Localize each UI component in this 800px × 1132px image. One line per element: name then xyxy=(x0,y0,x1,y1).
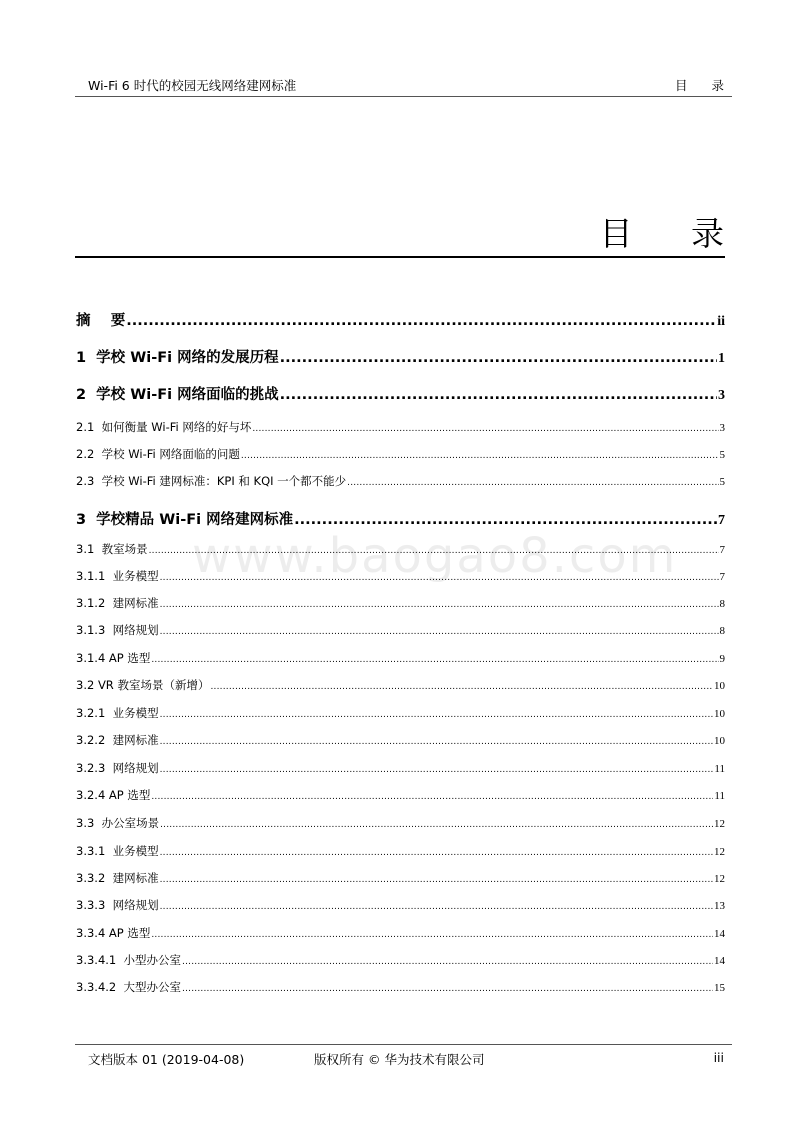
toc-entry-title: 2.3 学校 Wi-Fi 建网标准：KPI 和 KQI 一个都不能少 xyxy=(76,474,347,488)
toc-entry-title: 3.2.4 AP 选型 xyxy=(76,788,151,802)
toc-dot-leader xyxy=(160,820,713,830)
toc-entry-title: 3.3.1 业务模型 xyxy=(76,844,159,858)
toc-dot-leader xyxy=(160,765,714,775)
toc-entry[interactable] xyxy=(76,346,725,367)
page-header xyxy=(88,76,734,94)
footer-page-number: iii xyxy=(713,1050,724,1065)
toc-entry[interactable] xyxy=(76,650,725,666)
toc-entry-page: 9 xyxy=(719,653,725,665)
toc-entry[interactable] xyxy=(76,677,725,693)
toc-dot-leader xyxy=(294,512,717,528)
toc-entry-title: 3.3.4.1 小型办公室 xyxy=(76,953,182,967)
toc-dot-leader xyxy=(241,451,719,461)
toc-dot-leader xyxy=(149,546,719,556)
toc-dot-leader xyxy=(160,875,713,885)
toc-entry[interactable] xyxy=(76,897,725,913)
toc-entry-page: 7 xyxy=(718,513,725,528)
toc-entry-title: 3.2 VR 教室场景（新增） xyxy=(76,678,210,692)
toc-dot-leader xyxy=(151,655,718,665)
toc-entry-title: 3.1.3 网络规划 xyxy=(76,623,159,637)
toc-entry-page: 10 xyxy=(714,680,725,692)
toc-entry-title: 1 学校 Wi-Fi 网络的发展历程 xyxy=(76,350,279,366)
footer-divider xyxy=(75,1044,732,1045)
toc-entry-page: 14 xyxy=(714,955,725,967)
toc-entry-title: 3 学校精品 Wi-Fi 网络建网标准 xyxy=(76,512,294,528)
toc-entry[interactable] xyxy=(76,815,725,831)
toc-entry-title: 3.3 办公室场景 xyxy=(76,816,160,830)
toc-entry-title: 2.1 如何衡量 Wi-Fi 网络的好与坏 xyxy=(76,420,252,434)
toc-entry-page: 8 xyxy=(719,598,725,610)
toc-entry-title: 3.1 教室场景 xyxy=(76,542,148,556)
header-divider xyxy=(75,96,732,97)
toc-dot-leader xyxy=(160,902,713,912)
toc-dot-leader xyxy=(280,387,717,403)
toc-entry-title: 3.1.2 建网标准 xyxy=(76,596,159,610)
toc-entry-title: 3.1.4 AP 选型 xyxy=(76,651,151,665)
toc-entry[interactable] xyxy=(76,508,725,529)
toc-entry[interactable] xyxy=(76,309,725,330)
footer-version: 文档版本 01 (2019-04-08) xyxy=(88,1052,245,1067)
toc-entry[interactable] xyxy=(76,925,725,941)
toc-dot-leader xyxy=(210,682,713,692)
toc-entry-page: 14 xyxy=(714,928,725,940)
toc-entry[interactable] xyxy=(76,541,725,557)
toc-entry-page: 12 xyxy=(714,846,725,858)
toc-entry[interactable] xyxy=(76,952,725,968)
toc-entry[interactable] xyxy=(76,979,725,995)
toc-dot-leader xyxy=(160,573,719,583)
toc-entry-title: 3.3.2 建网标准 xyxy=(76,871,159,885)
toc-dot-leader xyxy=(151,792,713,802)
toc-entry-title: 3.2.1 业务模型 xyxy=(76,706,159,720)
toc-entry[interactable] xyxy=(76,732,725,748)
footer-copyright: 版权所有 © 华为技术有限公司 xyxy=(314,1052,485,1067)
toc-entry-page: 13 xyxy=(714,900,725,912)
toc-entry-title: 2 学校 Wi-Fi 网络面临的挑战 xyxy=(76,387,279,403)
toc-entry-title: 3.3.4.2 大型办公室 xyxy=(76,980,182,994)
toc-dot-leader xyxy=(160,737,713,747)
toc-entry-page: 3 xyxy=(718,388,725,403)
header-section-label: 目 录 xyxy=(675,78,734,93)
toc-dot-leader xyxy=(126,313,716,329)
toc-dot-leader xyxy=(347,478,718,488)
toc-dot-leader xyxy=(252,424,718,434)
toc-dot-leader xyxy=(160,848,713,858)
toc-entry-page: 7 xyxy=(719,571,725,583)
toc-dot-leader xyxy=(182,957,713,967)
toc-entry-page: 12 xyxy=(714,873,725,885)
toc-entry-title: 3.2.2 建网标准 xyxy=(76,733,159,747)
toc-entry-page: 5 xyxy=(719,476,725,488)
toc-entry-title: 3.3.4 AP 选型 xyxy=(76,926,151,940)
toc-entry-page: 8 xyxy=(719,625,725,637)
watermark: www.baogao8.com xyxy=(192,528,678,584)
toc-entry-page: 1 xyxy=(718,351,725,366)
toc-entry-title: 3.3.3 网络规划 xyxy=(76,898,159,912)
toc-entry-page: 15 xyxy=(714,982,725,994)
toc-entry-page: 10 xyxy=(714,735,725,747)
toc-entry[interactable] xyxy=(76,446,725,462)
toc-entry-page: 10 xyxy=(714,708,725,720)
toc-dot-leader xyxy=(160,627,719,637)
toc-entry[interactable] xyxy=(76,705,725,721)
toc-title: 目 录 xyxy=(599,214,748,253)
toc-entry-page: 3 xyxy=(719,422,725,434)
toc-entry[interactable] xyxy=(76,383,725,404)
toc-entry-page: 5 xyxy=(719,449,725,461)
toc-entry[interactable] xyxy=(76,622,725,638)
toc-entry-page: 7 xyxy=(719,544,725,556)
toc-entry-page: ii xyxy=(717,314,725,329)
toc-entry[interactable] xyxy=(76,870,725,886)
toc-entry[interactable] xyxy=(76,473,725,489)
toc-dot-leader xyxy=(182,984,713,994)
toc-entry[interactable] xyxy=(76,595,725,611)
toc-entry[interactable] xyxy=(76,843,725,859)
toc-entry[interactable] xyxy=(76,760,725,776)
toc-entry[interactable] xyxy=(76,787,725,803)
toc-entry[interactable] xyxy=(76,419,725,435)
header-doc-title: Wi-Fi 6 时代的校园无线网络建网标准 xyxy=(88,78,297,93)
toc-entry-page: 11 xyxy=(714,763,725,775)
toc-dot-leader xyxy=(280,350,717,366)
toc-dot-leader xyxy=(151,930,713,940)
toc-entry-title: 3.1.1 业务模型 xyxy=(76,569,159,583)
toc-dot-leader xyxy=(160,710,713,720)
page-footer xyxy=(88,1050,724,1068)
title-divider xyxy=(75,256,725,258)
toc-entry-title: 3.2.3 网络规划 xyxy=(76,761,159,775)
toc-entry-page: 11 xyxy=(714,790,725,802)
toc-entry-title: 摘 要 xyxy=(76,313,126,329)
toc-entry[interactable] xyxy=(76,568,725,584)
toc-dot-leader xyxy=(160,600,719,610)
toc-entry-page: 12 xyxy=(714,818,725,830)
toc-entry-title: 2.2 学校 Wi-Fi 网络面临的问题 xyxy=(76,447,240,461)
